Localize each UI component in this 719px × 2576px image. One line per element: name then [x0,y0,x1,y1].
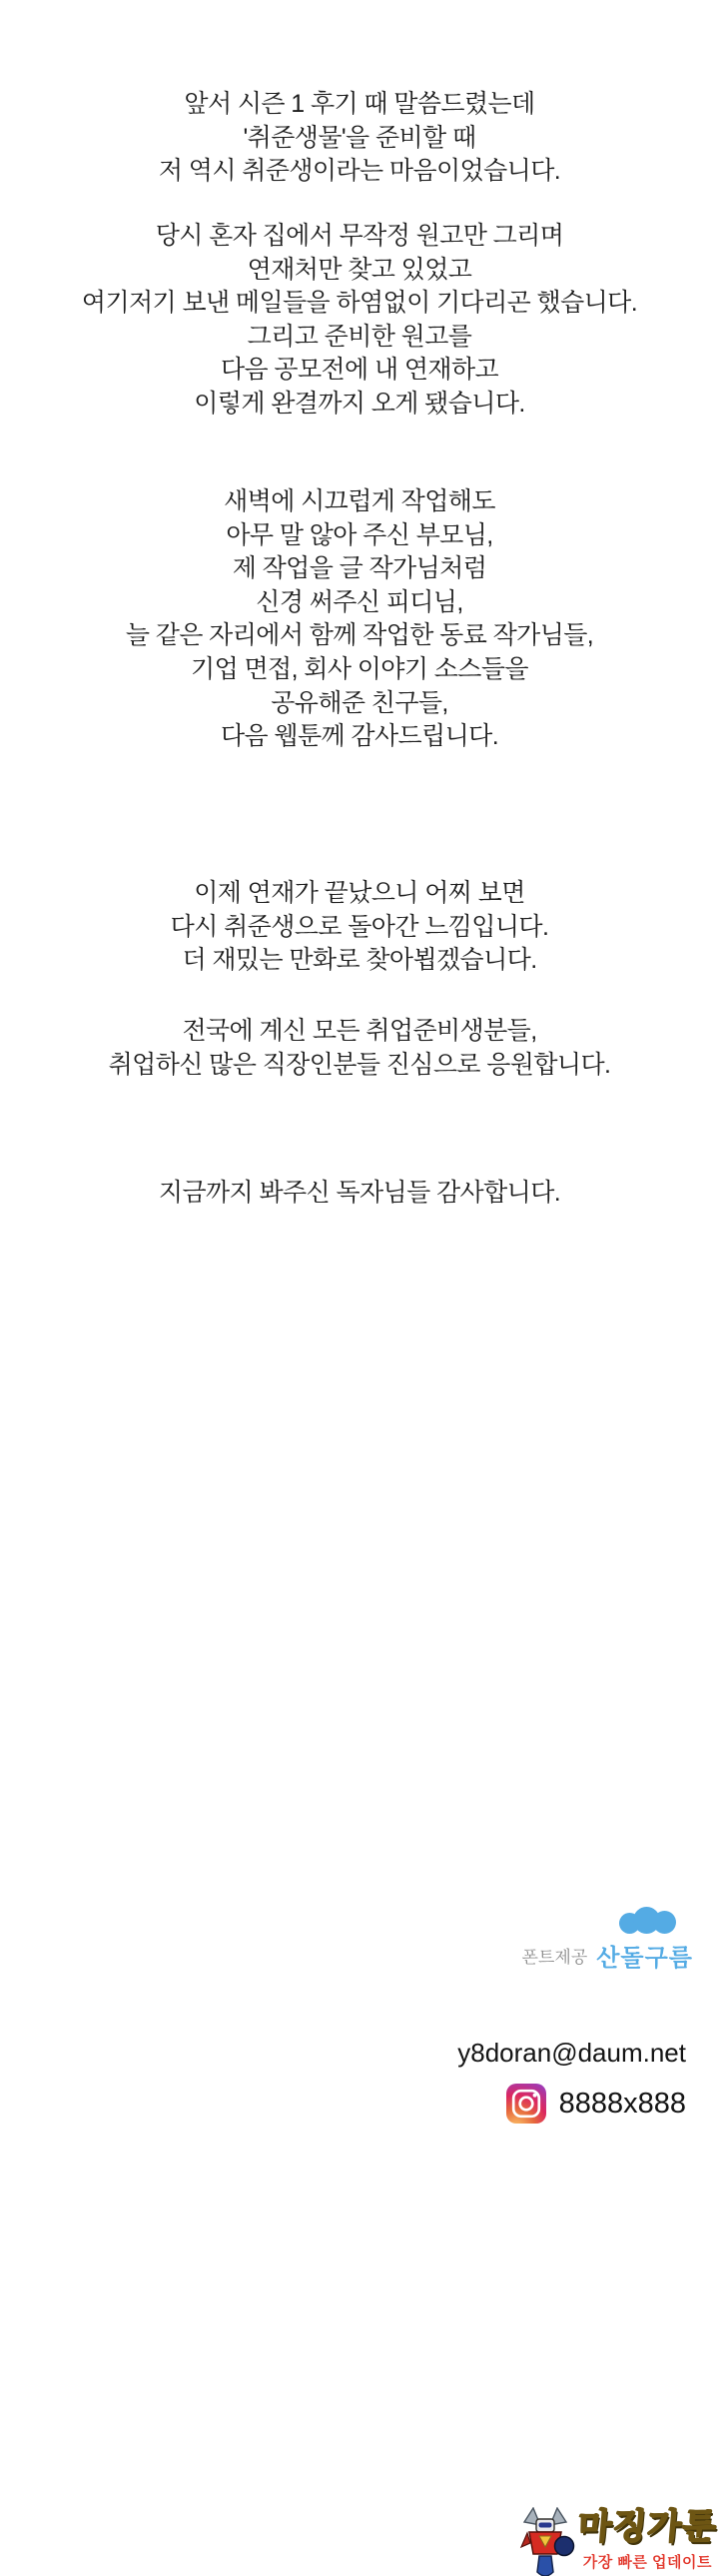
afterword-line: 더 재밌는 만화로 찾아뵙겠습니다. [182,946,537,975]
afterword-line: 다시 취준생으로 돌아간 느낌입니다. [170,912,549,941]
afterword-line: 신경 써주신 피디님, [256,587,463,616]
font-credit-label: 폰트제공 [521,1948,588,1967]
afterword-paragraph [0,877,719,978]
afterword-line: 공유해준 친구들, [271,688,448,717]
afterword-line: 저 역시 취준생이라는 마음이었습니다. [158,157,561,186]
afterword-paragraph [0,1177,719,1211]
afterword-line: 당시 혼자 집에서 무작정 원고만 그리며 [155,222,564,250]
afterword-line: 연재처만 찾고 있었고 [247,255,472,284]
afterword-line: 여기저기 보낸 메일들을 하염없이 기다리곤 했습니다. [81,289,638,318]
watermark-text [575,2499,719,2572]
afterword-paragraph [0,88,719,189]
afterword-paragraph [0,485,719,754]
watermark [516,2499,717,2576]
robot-mascot-icon [516,2507,576,2576]
afterword-line: 다음 공모전에 내 연재하고 [220,356,499,385]
font-credit-line [522,1938,693,1973]
instagram-icon [506,2084,546,2124]
instagram-row [506,2084,686,2124]
afterword-line: 다음 웹툰께 감사드립니다. [220,722,499,751]
afterword-line: 지금까지 봐주신 독자님들 감사합니다. [158,1179,561,1207]
author-email: y8doran@daum.net [457,2038,686,2068]
afterword-line: 이제 연재가 끝났으니 어찌 보면 [194,879,525,907]
watermark-site-name: 마징가툰 [575,2507,719,2546]
afterword-line: 아무 말 않아 주신 부모님, [226,520,493,549]
sandoll-cloud-logo-icon [619,1904,677,1936]
afterword-line: 이렇게 완결까지 오게 됐습니다. [194,389,525,418]
afterword-paragraph [0,1015,719,1082]
afterword-line: 새벽에 시끄럽게 작업해도 [224,487,495,515]
afterword-line: 그리고 준비한 원고를 [247,322,472,351]
afterword-line: '취준생물'을 준비할 때 [243,123,476,152]
afterword-line: 제 작업을 글 작가님처럼 [232,554,487,583]
afterword-line: 늘 같은 자리에서 함께 작업한 동료 작가님들, [125,621,594,650]
font-provider-name: 산돌구름 [596,1945,693,1972]
font-credit [522,1904,693,1973]
afterword-paragraph [0,220,719,422]
afterword-line: 기업 면접, 회사 이야기 소스들을 [191,654,528,683]
afterword-line: 앞서 시즌 1 후기 때 말씀드렸는데 [184,90,535,118]
instagram-handle: 8888x888 [558,2087,686,2120]
afterword-line: 취업하신 많은 직장인분들 진심으로 응원합니다. [108,1050,611,1079]
watermark-tagline: 가장 빠른 업데이트 [582,2554,712,2571]
afterword-line: 전국에 계신 모든 취업준비생분들, [182,1017,537,1045]
